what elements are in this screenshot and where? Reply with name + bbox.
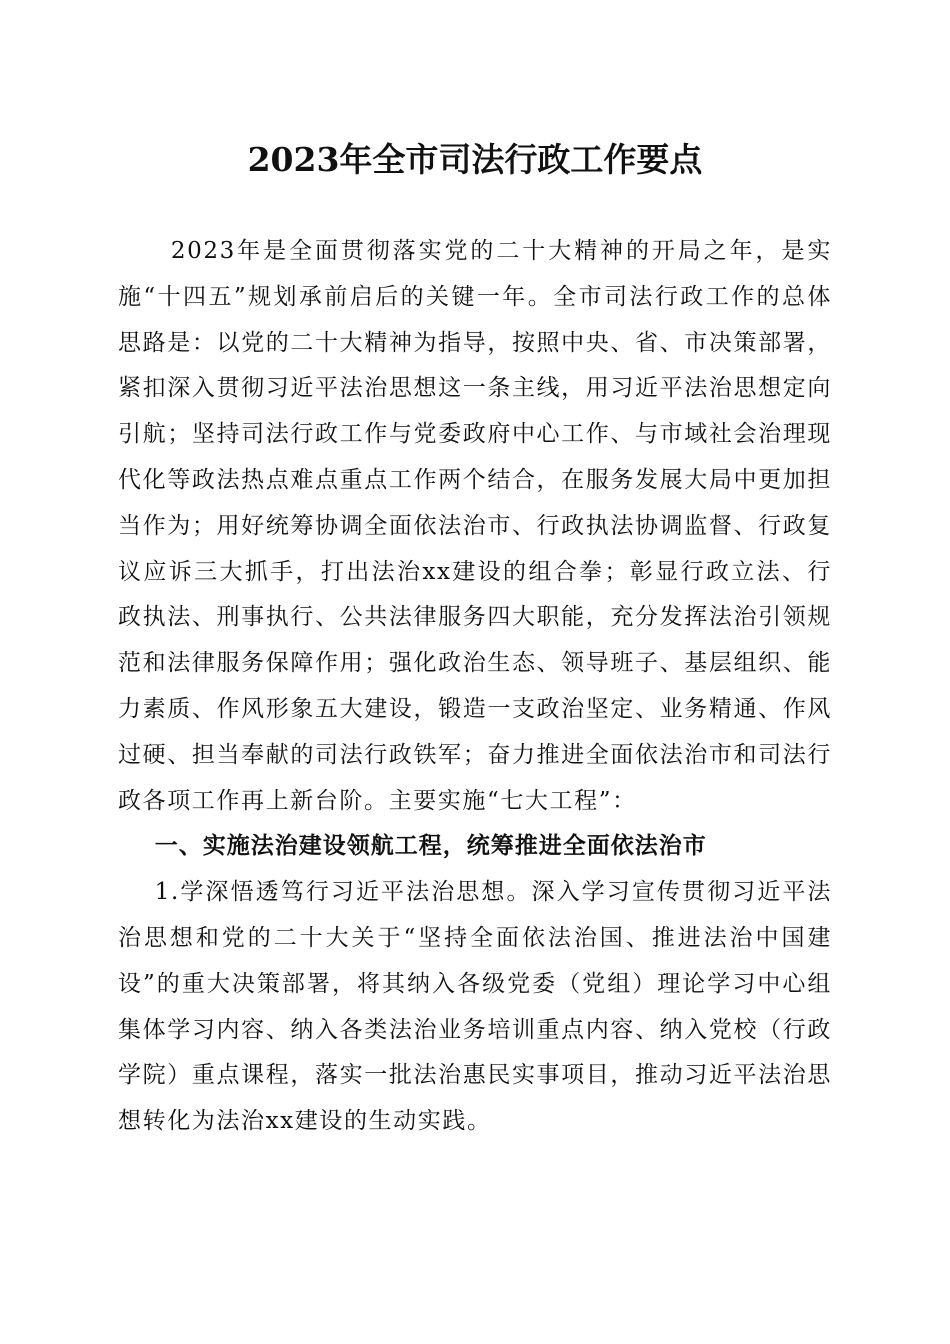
intro-paragraph: 2023年是全面贯彻落实党的二十大精神的开局之年，是实施“十四五”规划承前启后的关键一年。全市司法行政工作的总体思路是：以党的二十大精神为指导，按照中央、省、市决策部署，紧扣深入贯彻习近平法治思想这一条主线，用习近平法治思想定向引航；坚持司法行政工作与党委政府中心工作、与市域社会治理现代化等政法热点难点重点工作两个结合，在服务发展大局中更加担当作为；用好统筹协调全面依法治市、行政执法协调监督、行政复议应诉三大抓手，打出法治xx建设的组合拳；彰显行政立法、行政执法、刑事执行、公共法律服务四大职能，充分发挥法治引领规范和法律服务保障作用；强化政治生态、领导班子、基层组织、能力素质、作风形象五大建设，锻造一支政治坚定、业务精通、作风过硬、担当奉献的司法行政铁军；奋力推进全面依法治市和司法行政各项工作再上新台阶。主要实施“七大工程”： [118,238,832,814]
section-heading: 一、实施法治建设领航工程，统筹推进全面依法治市 [154,833,707,860]
document-body [118,229,832,1145]
section-item-paragraph: 1.学深悟透笃行习近平法治思想。深入学习宣传贯彻习近平法治思想和党的二十大关于“坚持全面依法治国、推进法治中国建设”的重大决策部署，将其纳入各级党委（党组）理论学习中心组集体学习内容、纳入各类法治业务培训重点内容、纳入党校（行政学院）重点课程，落实一批法治惠民实事项目，推动习近平法治思想转化为法治xx建设的生动实践。 [118,879,832,1135]
document-title: 2023年全市司法行政工作要点 [247,140,703,179]
